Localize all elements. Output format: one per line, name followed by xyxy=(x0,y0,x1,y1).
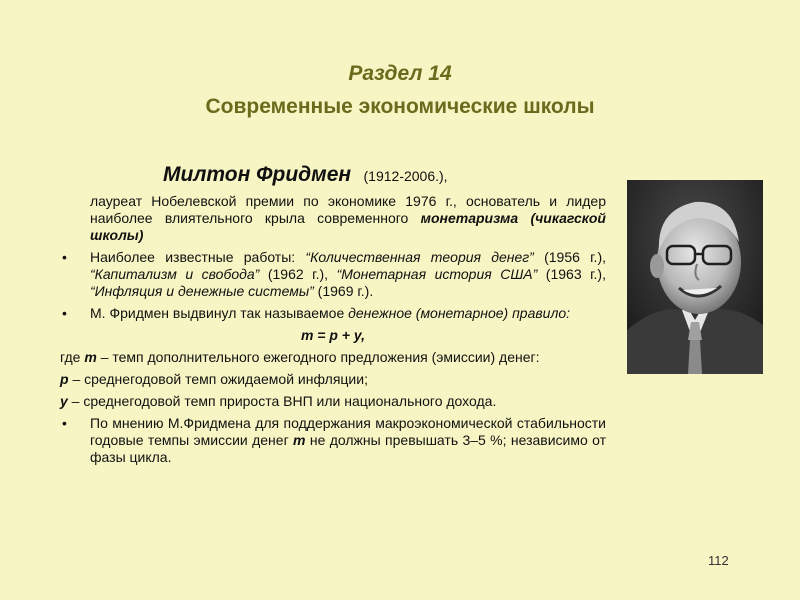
symbol-m: m xyxy=(293,432,306,448)
rule-lead: М. Фридмен выдвинул так называемое xyxy=(90,305,349,321)
work-year-2: (1962 г.), xyxy=(259,266,337,282)
portrait-image xyxy=(627,180,763,374)
work-year-1: (1956 г.), xyxy=(533,249,606,265)
definition-y-text: – среднегодовой темп прироста ВНП или национального дохода. xyxy=(67,393,497,409)
definition-y xyxy=(60,393,606,410)
symbol-p: p xyxy=(60,371,69,387)
page-number: 112 xyxy=(708,553,729,568)
person-years: (1912-2006.), xyxy=(363,168,448,184)
work-year-3: (1963 г.), xyxy=(537,266,606,282)
section-title: Современные экономические школы xyxy=(205,95,595,118)
work-year-4: (1969 г.). xyxy=(313,283,374,299)
person-name: Милтон Фридмен xyxy=(163,163,352,186)
monetarism-term: монетаризма (чикагской школы) xyxy=(90,210,606,243)
definition-p xyxy=(60,371,606,388)
bullet-icon: • xyxy=(62,415,67,431)
section-number: Раздел 14 xyxy=(348,62,452,85)
definition-m-lead: где xyxy=(60,349,85,365)
symbol-m: m xyxy=(84,349,97,365)
definition-p-text: – среднегодовой темп ожидаемой инфляции; xyxy=(68,371,368,387)
symbol-y: у xyxy=(60,393,68,409)
bullet-icon: • xyxy=(62,249,67,265)
conclusion-part1: По мнению М.Фридмена для поддержания макроэкономической стабильности годовые темпы эмиссии денег xyxy=(90,415,606,448)
formula: m = p + y, xyxy=(300,327,366,343)
intro-text: лауреат Нобелевской премии по экономике 1976 г., основатель и лидер наиболее влиятельного крыла современного xyxy=(90,193,606,226)
conclusion-bullet xyxy=(60,415,606,466)
work-title-4: “Инфляция и денежные системы” xyxy=(90,283,314,299)
works-lead: Наиболее известные работы: xyxy=(90,249,306,265)
work-title-3: “Монетарная история США” xyxy=(336,266,538,282)
rule-bullet xyxy=(60,305,606,322)
slide-body xyxy=(60,193,606,471)
work-title-1: “Количественная теория денег” xyxy=(305,249,534,265)
work-title-2: “Капитализм и свобода” xyxy=(90,266,260,282)
rule-term: денежное (монетарное) правило: xyxy=(348,305,571,321)
intro-paragraph xyxy=(60,193,606,244)
bullet-icon: • xyxy=(62,305,67,321)
conclusion-part2: не должны превышать 3–5 %; независимо от фазы цикла. xyxy=(90,432,607,465)
portrait-photo xyxy=(627,180,763,374)
works-bullet xyxy=(60,249,606,300)
definition-m xyxy=(60,349,606,366)
definition-m-text: – темп дополнительного ежегодного предложения (эмиссии) денег: xyxy=(96,349,540,365)
person-heading xyxy=(163,163,448,187)
